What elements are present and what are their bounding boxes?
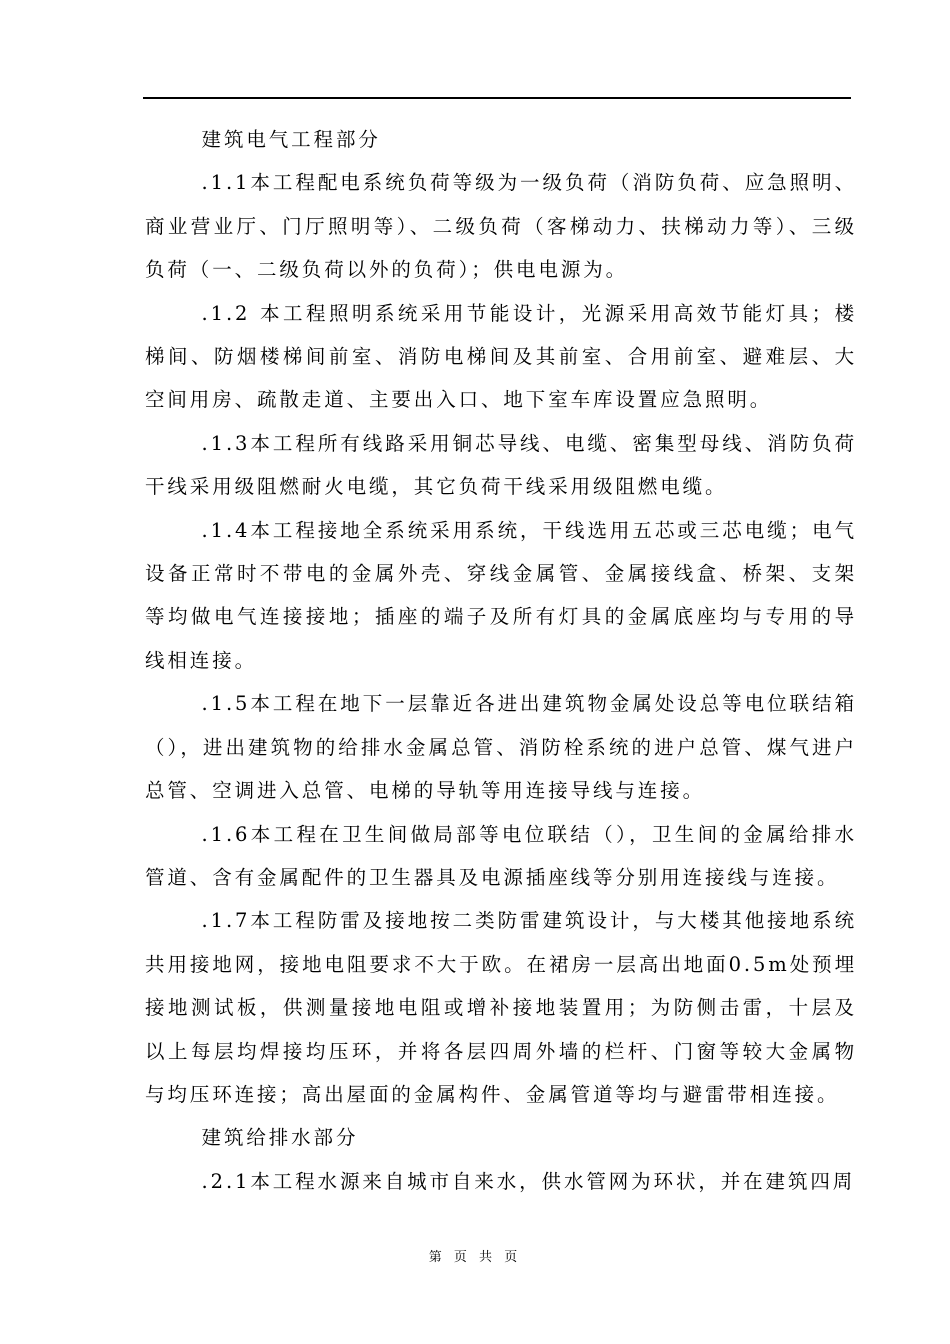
section-title: 建筑给排水部分 (201, 1126, 359, 1150)
header-rule (143, 97, 851, 99)
paragraph-1-6: .1.6本工程在卫生间做局部等电位联结（），卫生间的金属给排水管道、含有金属配件的卫生器具及电源插座线等分别用连接线与连接。 (145, 822, 857, 889)
section-title: 建筑电气工程部分 (201, 128, 381, 151)
section-electrical (145, 118, 857, 1116)
page-footer: 第 页 共 页 (428, 1250, 522, 1265)
paragraph-1-3: .1.3本工程所有线路采用铜芯导线、电缆、密集型母线、消防负荷干线采用级阻燃耐火电缆，其它负荷干线采用级阻燃电缆。 (145, 431, 857, 499)
paragraph-1-4: .1.4本工程接地全系统采用系统，干线选用五芯或三芯电缆；电气设备正常时不带电的金属外壳、穿线金属管、金属接线盒、桥架、支架等均做电气连接接地；插座的端子及所有灯具的金属底座均与专用的导线相连接。 (145, 518, 857, 672)
paragraph-2-1: .2.1本工程水源来自城市自来水，供水管网为环状，并在建筑四周 (201, 1169, 856, 1193)
paragraph-1-1: .1.1本工程配电系统负荷等级为一级负荷（消防负荷、应急照明、商业营业厅、门厅照明等）、二级负荷（客梯动力、扶梯动力等）、三级负荷（一、二级负荷以外的负荷）；供电电源为。 (145, 171, 857, 282)
section-plumbing (145, 1116, 857, 1203)
paragraph-1-2: .1.2 本工程照明系统采用节能设计，光源采用高效节能灯具；楼梯间、防烟楼梯间前室、消防电梯间及其前室、合用前室、避难层、大空间用房、疏散走道、主要出入口、地下室车库设置应急照明。 (145, 301, 857, 412)
paragraph-1-5: .1.5本工程在地下一层靠近各进出建筑物金属处设总等电位联结箱（），进出建筑物的给排水金属总管、消防栓系统的进户总管、煤气进户总管、空调进入总管、电梯的导轨等用连接导线与连接。 (145, 692, 857, 803)
document-body (145, 118, 857, 1203)
paragraph-1-7: .1.7本工程防雷及接地按二类防雷建筑设计，与大楼其他接地系统共用接地网，接地电阻要求不大于欧。在裙房一层高出地面0.5m处预埋接地测试板，供测量接地电阻或增补接地装置用；为防侧击雷，十层及以上每层均焊接均压环，并将各层四周外墙的栏杆、门窗等较大金属物与均压环连接；高出屋面的金属构件、金属管道等均与避雷带相连接。 (145, 909, 857, 1106)
